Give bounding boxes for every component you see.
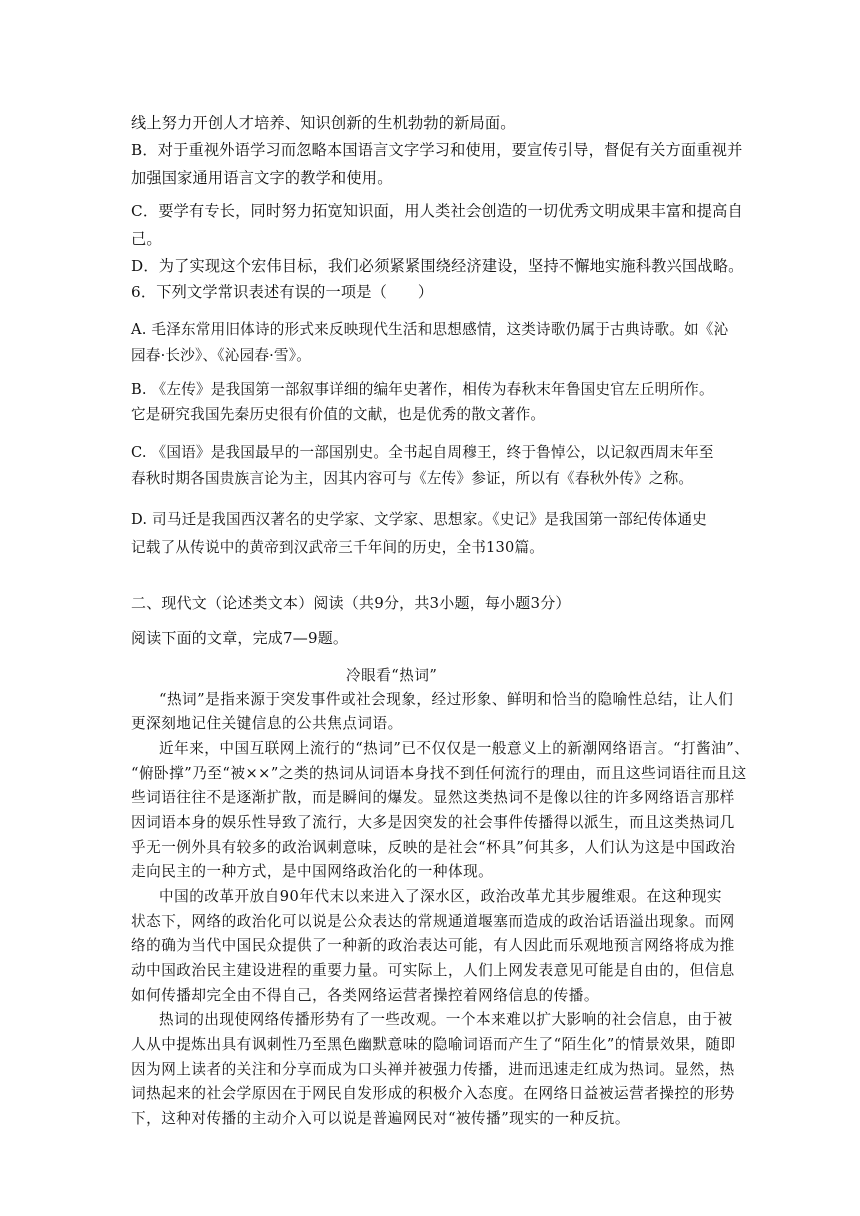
option-d-line: D．为了实现这个宏伟目标，我们必须紧紧围绕经济建设，坚持不懈地实施科教兴国战略。 bbox=[131, 257, 744, 275]
article-line: 更深刻地记住关键信息的公共焦点词语。 bbox=[131, 715, 403, 732]
article-line: 词热起来的社会学原因在于网民自发形成的积极介入态度。在网络日益被运营者操控的形势 bbox=[131, 1085, 735, 1102]
article-line: 络的确为当代中国民众提供了一种新的政治表达可能，有人因此而乐观地预言网络将成为推 bbox=[131, 937, 735, 954]
reading-instruction: 阅读下面的文章，完成7—9题。 bbox=[131, 629, 349, 647]
article-line: 下，这种对传播的主动介入可以说是普遍网民对“被传播”现实的一种反抗。 bbox=[131, 1110, 630, 1127]
option-a-line-2: 园春·长沙》、《沁园春·雪》。 bbox=[131, 347, 312, 364]
article-title: 冷眼看“热词” bbox=[346, 667, 438, 684]
article-line: 因词语本身的娱乐性导致了流行，大多是因突发的社会事件传播得以派生，而且这类热词几 bbox=[131, 814, 735, 831]
article-line: 乎无一例外具有较多的政治讽刺意味，反映的是社会“杯具”何其多，人们认为这是中国政治 bbox=[131, 839, 736, 856]
article-line: 动中国政治民主建设进程的重要力量。可实际上，人们上网发表意见可能是自由的，但信息 bbox=[131, 962, 735, 979]
article-line: 人从中提炼出具有讽刺性乃至黑色幽默意味的隐喻词语而产生了“陌生化”的情景效果，随即 bbox=[131, 1036, 736, 1053]
text-line: 加强国家通用语言文字的教学和使用。 bbox=[131, 169, 393, 187]
option-b-line-2: 它是研究我国先秦历史很有价值的文献，也是优秀的散文著作。 bbox=[131, 406, 546, 423]
option-b-line: B．对于重视外语学习而忽略本国语言文字学习和使用，要宣传引导，督促有关方面重视并 bbox=[131, 141, 743, 159]
article-line: 如何传播却完全由不得自己，各类网络运营者操控着网络信息的传播。 bbox=[131, 987, 599, 1004]
article-line: 走向民主的一种方式，是中国网络政治化的一种体现。 bbox=[131, 863, 494, 880]
article-line: 些词语往往不是逐渐扩散，而是瞬间的爆发。显然这类热词不是像以往的许多网络语言那样 bbox=[131, 789, 735, 806]
option-a-line-1: A. 毛泽东常用旧体诗的形式来反映现代生活和思想感情，这类诗歌仍属于古典诗歌。如《沁 bbox=[131, 321, 729, 338]
article-line: 近年来，中国互联网上流行的“热词”已不仅仅是一般意义上的新潮网络语言。“打酱油”、 bbox=[159, 740, 750, 757]
option-c-line-1: C. 《国语》是我国最早的一部国别史。全书起自周穆王，终于鲁悼公，以记叙西周末年至 bbox=[131, 444, 714, 461]
article-line: “热词”是指来源于突发事件或社会现象，经过形象、鲜明和恰当的隐喻性总结，让人们 bbox=[159, 691, 734, 708]
option-c-line: C．要学有专长，同时努力拓宽知识面，用人类社会创造的一切优秀文明成果丰富和提高自 bbox=[131, 202, 743, 220]
article-line: 热词的出现使网络传播形势有了一些改观。一个本来难以扩大影响的社会信息，由于被 bbox=[159, 1011, 733, 1028]
article-line: 中国的改革开放自90年代末以来进入了深水区，政治改革尤其步履维艰。在这种现实 bbox=[159, 888, 722, 905]
section-2-heading: 二、现代文（论述类文本）阅读（共9分，共3小题，每小题3分） bbox=[131, 594, 571, 612]
article-line: 状态下，网络的政治化可以说是公众表达的常规通道堰塞而造成的政治话语溢出现象。而网 bbox=[131, 913, 735, 930]
text-line: 己。 bbox=[131, 230, 162, 248]
text-line: 线上努力开创人才培养、知识创新的生机勃勃的新局面。 bbox=[131, 114, 516, 132]
question-6-stem: 6．下列文学常识表述有误的一项是（ ） bbox=[131, 283, 434, 301]
option-d-line-2: 记载了从传说中的黄帝到汉武帝三千年间的历史，全书130篇。 bbox=[131, 539, 545, 556]
option-d-line-1: D. 司马迁是我国西汉著名的史学家、文学家、思想家。《史记》是我国第一部纪传体通史 bbox=[131, 511, 707, 528]
article-line: “俯卧撑”乃至“被××”之类的热词从词语本身找不到任何流行的理由，而且这些词语往而且这 bbox=[131, 765, 747, 782]
option-b-line-1: B. 《左传》是我国第一部叙事详细的编年史著作，相传为春秋末年鲁国史官左丘明所作。 bbox=[131, 381, 714, 398]
option-c-line-2: 春秋时期各国贵族言论为主，因其内容可与《左传》参证，所以有《春秋外传》之称。 bbox=[131, 470, 694, 487]
article-line: 因为网上读者的关注和分享而成为口头禅并被强力传播，进而迅速走红成为热词。显然，热 bbox=[131, 1061, 735, 1078]
